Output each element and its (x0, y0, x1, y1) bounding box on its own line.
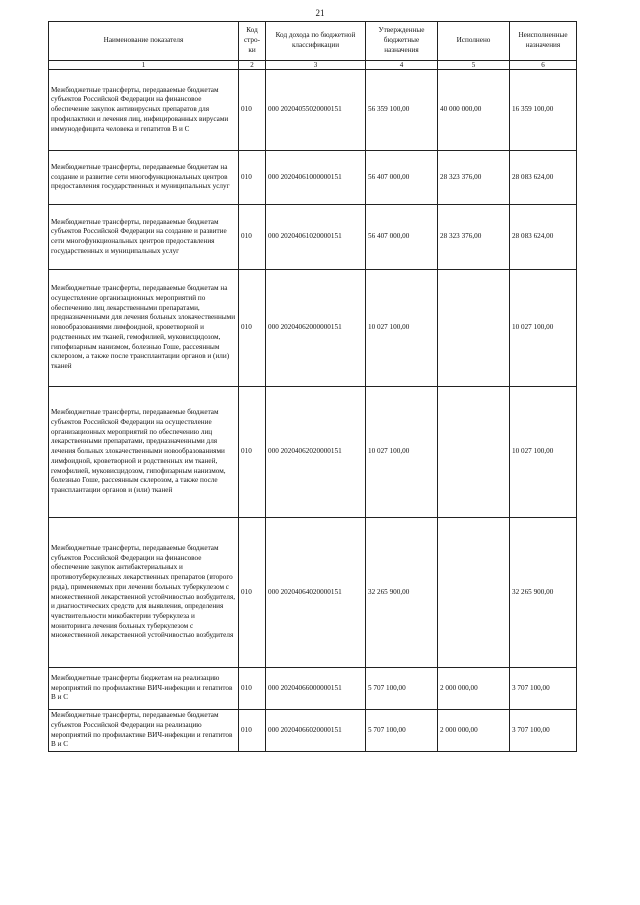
indicator-name: Межбюджетные трансферты, передаваемые бюджетам субъектов Российской Федерации на осуществление организационных мероприятий по обеспечению лиц лекарственными препаратами, предназначенными для лечения больных злокачественными новообразованиями лимфоидной, кроветворной и родственных им тканей, гемофилией, муковисцидозом, гипофизарным нанизмом, болезнью Гоше, рассеянным склерозом, а также после трансплантации органов и (или) тканей (49, 387, 239, 518)
header-unexecuted: Неисполненные назначения (510, 22, 577, 61)
page-number: 21 (315, 8, 325, 18)
column-number: 2 (239, 61, 266, 70)
executed-amount: 40 000 000,00 (438, 70, 510, 151)
income-code: 000 20204064020000151 (266, 518, 366, 668)
indicator-name: Межбюджетные трансферты бюджетам на реализацию мероприятий по профилактике ВИЧ-инфекции и гепатитов В и С (49, 668, 239, 710)
table-row (49, 710, 577, 752)
approved-amount: 56 359 100,00 (366, 70, 438, 151)
line-code: 010 (239, 518, 266, 668)
approved-amount: 10 027 100,00 (366, 270, 438, 387)
line-code: 010 (239, 151, 266, 205)
line-code: 010 (239, 387, 266, 518)
column-number: 5 (438, 61, 510, 70)
unexecuted-amount: 16 359 100,00 (510, 70, 577, 151)
table-row (49, 151, 577, 205)
income-code: 000 20204066000000151 (266, 668, 366, 710)
unexecuted-amount: 28 083 624,00 (510, 151, 577, 205)
header-income-code: Код дохода по бюджетной классификации (266, 22, 366, 61)
header-line-code: Код стро-ки (239, 22, 266, 61)
indicator-name: Межбюджетные трансферты, передаваемые бюджетам субъектов Российской Федерации на финансовое обеспечение закупок антибактериальных и противотуберкулезных лекарственных препаратов (второго ряда), применяемых при лечении больных туберкулезом с множественной лекарственной устойчивостью возбудителя, и диагностических средств для выявления, определения чувствительности микобактерии туберкулеза и мониторинга лечения больных туберкулезом с множественной лекарственной устойчивостью возбудителя (49, 518, 239, 668)
income-code: 000 20204066020000151 (266, 710, 366, 752)
unexecuted-amount: 32 265 900,00 (510, 518, 577, 668)
indicator-name: Межбюджетные трансферты, передаваемые бюджетам субъектов Российской Федерации на финансовое обеспечение закупок антивирусных препаратов для профилактики и лечения лиц, инфицированных вирусами иммунодефицита человека и гепатитов В и С (49, 70, 239, 151)
budget-report-table (48, 21, 577, 752)
table-row (49, 668, 577, 710)
executed-amount: 2 000 000,00 (438, 668, 510, 710)
income-code: 000 20204061000000151 (266, 151, 366, 205)
executed-amount: 2 000 000,00 (438, 710, 510, 752)
executed-amount (438, 387, 510, 518)
executed-amount: 28 323 376,00 (438, 205, 510, 270)
table-row (49, 70, 577, 151)
income-code: 000 20204062020000151 (266, 387, 366, 518)
approved-amount: 32 265 900,00 (366, 518, 438, 668)
column-number: 3 (266, 61, 366, 70)
table-row (49, 270, 577, 387)
executed-amount: 28 323 376,00 (438, 151, 510, 205)
unexecuted-amount: 10 027 100,00 (510, 270, 577, 387)
approved-amount: 56 407 000,00 (366, 151, 438, 205)
income-code: 000 20204061020000151 (266, 205, 366, 270)
approved-amount: 5 707 100,00 (366, 668, 438, 710)
line-code: 010 (239, 70, 266, 151)
income-code: 000 20204055020000151 (266, 70, 366, 151)
header-approved: Утвержденные бюджетные назначения (366, 22, 438, 61)
header-executed: Исполнено (438, 22, 510, 61)
unexecuted-amount: 3 707 100,00 (510, 668, 577, 710)
table-row (49, 205, 577, 270)
executed-amount (438, 518, 510, 668)
unexecuted-amount: 10 027 100,00 (510, 387, 577, 518)
approved-amount: 5 707 100,00 (366, 710, 438, 752)
column-number: 4 (366, 61, 438, 70)
unexecuted-amount: 3 707 100,00 (510, 710, 577, 752)
column-number-row (49, 61, 577, 70)
executed-amount (438, 270, 510, 387)
header-row (49, 22, 577, 61)
header-indicator-name: Наименование показателя (49, 22, 239, 61)
indicator-name: Межбюджетные трансферты, передаваемые бюджетам субъектов Российской Федерации на реализацию мероприятий по профилактике ВИЧ-инфекции и гепатитов В и С (49, 710, 239, 752)
unexecuted-amount: 28 083 624,00 (510, 205, 577, 270)
indicator-name: Межбюджетные трансферты, передаваемые бюджетам субъектов Российской Федерации на создание и развитие сети многофункциональных центров предоставления государственных и муниципальных услуг (49, 205, 239, 270)
income-code: 000 20204062000000151 (266, 270, 366, 387)
table-row (49, 518, 577, 668)
table-row (49, 387, 577, 518)
line-code: 010 (239, 205, 266, 270)
column-number: 1 (49, 61, 239, 70)
indicator-name: Межбюджетные трансферты, передаваемые бюджетам на создание и развитие сети многофункциональных центров предоставления государственных и муниципальных услуг (49, 151, 239, 205)
indicator-name: Межбюджетные трансферты, передаваемые бюджетам на осуществление организационных мероприятий по обеспечению лиц лекарственными препаратами, предназначенными для лечения больных злокачественными новообразованиями лимфоидной, кроветворной и родственных им тканей, гемофилией, муковисцидозом, гипофизарным нанизмом, болезнью Гоше, рассеянным склерозом, а также после трансплантации органов и (или) тканей (49, 270, 239, 387)
line-code: 010 (239, 668, 266, 710)
line-code: 010 (239, 710, 266, 752)
column-number: 6 (510, 61, 577, 70)
approved-amount: 10 027 100,00 (366, 387, 438, 518)
approved-amount: 56 407 000,00 (366, 205, 438, 270)
line-code: 010 (239, 270, 266, 387)
